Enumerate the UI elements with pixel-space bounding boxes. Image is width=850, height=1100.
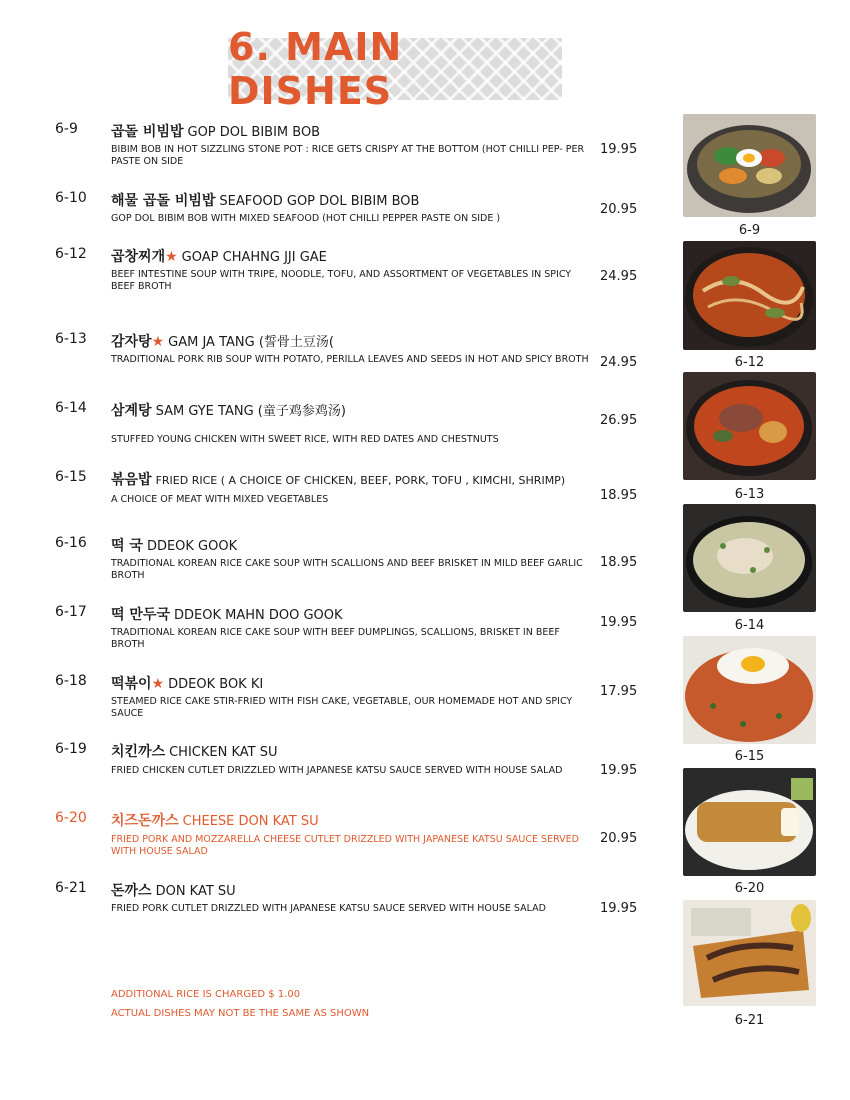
photo-caption: 6-13 — [734, 487, 765, 502]
item-code: 6-14 — [55, 400, 87, 416]
item-name — [111, 469, 565, 489]
item-name — [111, 190, 419, 210]
item-name — [111, 246, 327, 266]
item-korean-name: 삼계탕 — [111, 403, 152, 419]
item-price: 20.95 — [600, 202, 638, 217]
item-english-name: DDEOK MAHN DOO GOOK — [173, 608, 343, 623]
item-english-name: DDEOK GOOK — [146, 539, 238, 554]
item-description: TRADITIONAL KOREAN RICE CAKE SOUP WITH BEEF DUMPLINGS, SCALLIONS, BRISKET IN BEEF BROTH — [111, 627, 560, 650]
item-name — [111, 880, 236, 900]
item-korean-name: 떡 만두국 — [111, 607, 170, 623]
item-price: 20.95 — [600, 831, 638, 846]
item-code: 6-19 — [55, 741, 87, 757]
item-description: FRIED CHICKEN CUTLET DRIZZLED WITH JAPANESE KATSU SAUCE SERVED WITH HOUSE SALAD — [111, 765, 563, 776]
item-korean-name: 감자탕 — [111, 334, 152, 350]
item-english-name: SEAFOOD GOP DOL BIBIM BOB — [219, 194, 420, 209]
item-description: FRIED PORK CUTLET DRIZZLED WITH JAPANESE KATSU SAUCE SERVED WITH HOUSE SALAD — [111, 903, 546, 914]
item-code: 6-13 — [55, 331, 87, 347]
item-english-name: CHICKEN KAT SU — [169, 745, 278, 760]
item-code: 6-9 — [55, 121, 78, 137]
note-dishes-disclaimer: ACTUAL DISHES MAY NOT BE THE SAME AS SHOWN — [111, 1008, 370, 1019]
item-price: 19.95 — [600, 763, 638, 778]
item-price: 26.95 — [600, 413, 638, 428]
item-english-name: GOAP CHAHNG JJI GAE — [181, 250, 327, 265]
bibimbap-photo — [683, 114, 816, 217]
item-code: 6-15 — [55, 469, 87, 485]
item-english-name: SAM GYE TANG (童子鸡参鸡汤) — [155, 404, 346, 419]
item-description: STEAMED RICE CAKE STIR-FRIED WITH FISH CAKE, VEGETABLE, OUR HOMEMADE HOT AND SPICY SAUCE — [111, 696, 573, 719]
item-code: 6-12 — [55, 246, 87, 262]
item-price: 19.95 — [600, 142, 638, 157]
photo-caption: 6-15 — [734, 749, 765, 764]
item-english-name: GAM JA TANG (誓骨土豆汤( — [168, 335, 334, 350]
item-english-name: GOP DOL BIBIM BOB — [187, 125, 321, 140]
item-english-name: DDEOK BOK KI — [168, 677, 264, 692]
item-code: 6-21 — [55, 880, 87, 896]
item-price: 24.95 — [600, 355, 638, 370]
item-korean-name: 곱창찌개 — [111, 249, 166, 265]
item-code: 6-16 — [55, 535, 87, 551]
item-price: 17.95 — [600, 684, 638, 699]
item-name — [111, 741, 278, 761]
item-price: 24.95 — [600, 269, 638, 284]
item-description: A CHOICE OF MEAT WITH MIXED VEGETABLES — [111, 494, 329, 505]
fried-rice-photo — [683, 636, 816, 744]
cheese-donkatsu-photo — [683, 768, 816, 876]
spicy-star-icon: ★ — [151, 334, 165, 350]
photo-caption: 6-12 — [734, 355, 765, 370]
item-korean-name: 돈까스 — [111, 883, 152, 899]
item-price: 18.95 — [600, 555, 638, 570]
item-name — [111, 604, 343, 624]
item-english-name: DON KAT SU — [155, 884, 236, 899]
item-english-name: CHEESE DON KAT SU — [182, 814, 319, 829]
item-korean-name: 해물 곱돌 비빔밥 — [111, 193, 216, 209]
item-price: 19.95 — [600, 615, 638, 630]
item-korean-name: 떡 국 — [111, 538, 143, 554]
spicy-star-icon: ★ — [151, 676, 165, 692]
item-name — [111, 810, 319, 830]
item-code: 6-17 — [55, 604, 87, 620]
item-price: 18.95 — [600, 488, 638, 503]
item-english-name: FRIED RICE ( A CHOICE OF CHICKEN, BEEF, PORK, TOFU , KIMCHI, SHRIMP) — [155, 474, 566, 487]
item-code: 6-20 — [55, 810, 87, 826]
goapchang-stew-photo — [683, 241, 816, 350]
item-korean-name: 곱돌 비빔밥 — [111, 124, 184, 140]
page-title: 6. MAIN DISHES — [228, 25, 403, 113]
photo-caption: 6-14 — [734, 618, 765, 633]
item-name — [111, 400, 346, 420]
photo-caption: 6-21 — [734, 1013, 765, 1028]
item-description: BIBIM BOB IN HOT SIZZLING STONE POT : RICE GETS CRISPY AT THE BOTTOM (HOT CHILLI PEP- PER PASTE ON SIDE — [111, 144, 585, 167]
item-description: GOP DOL BIBIM BOB WITH MIXED SEAFOOD (HOT CHILLI PEPPER PASTE ON SIDE ) — [111, 213, 501, 224]
item-korean-name: 치즈돈까스 — [111, 813, 179, 829]
item-description: TRADITIONAL KOREAN RICE CAKE SOUP WITH SCALLIONS AND BEEF BRISKET IN MILD BEEF GARLIC BROTH — [111, 558, 583, 581]
photo-caption: 6-20 — [734, 881, 765, 896]
item-code: 6-18 — [55, 673, 87, 689]
title-banner — [228, 25, 562, 113]
item-description: BEEF INTESTINE SOUP WITH TRIPE, NOODLE, TOFU, AND ASSORTMENT OF VEGETABLES IN SPICY BEEF BROTH — [111, 269, 572, 292]
item-name — [111, 121, 320, 141]
item-description: STUFFED YOUNG CHICKEN WITH SWEET RICE, WITH RED DATES AND CHESTNUTS — [111, 434, 499, 445]
item-description: FRIED PORK AND MOZZARELLA CHEESE CUTLET DRIZZLED WITH JAPANESE KATSU SAUCE SERVED WITH HOUSE SALAD — [111, 834, 579, 857]
item-name — [111, 535, 237, 555]
donkatsu-photo — [683, 900, 816, 1006]
item-name — [111, 331, 334, 351]
gamjatang-photo — [683, 372, 816, 480]
photo-caption: 6-9 — [738, 223, 761, 238]
samgyetang-photo — [683, 504, 816, 612]
spicy-star-icon: ★ — [165, 249, 178, 265]
item-name — [111, 673, 263, 693]
item-price: 19.95 — [600, 901, 638, 916]
item-code: 6-10 — [55, 190, 87, 206]
item-korean-name: 떡볶이 — [111, 676, 152, 692]
item-korean-name: 볶음밥 — [111, 472, 152, 488]
note-additional-rice: ADDITIONAL RICE IS CHARGED $ 1.00 — [111, 989, 301, 1000]
item-description: TRADITIONAL PORK RIB SOUP WITH POTATO, PERILLA LEAVES AND SEEDS IN HOT AND SPICY BROTH — [111, 354, 589, 365]
item-korean-name: 치킨까스 — [111, 744, 166, 760]
